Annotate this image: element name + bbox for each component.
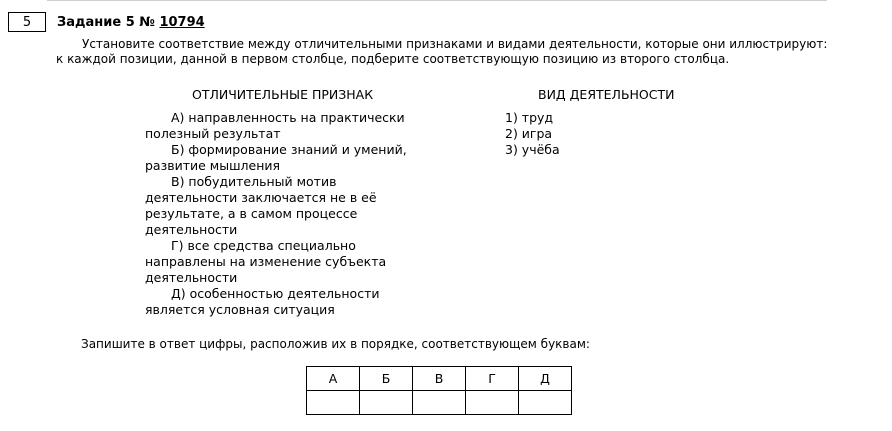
answer-values-row (307, 391, 572, 415)
answer-cell-a[interactable] (307, 391, 360, 415)
feature-item-v: В) побудительный мотив деятельности заключается не в её результате, а в самом процессе деятельности (145, 174, 377, 237)
activities-list (505, 110, 560, 158)
answer-letter-v: В (413, 367, 466, 391)
answer-cell-v[interactable] (413, 391, 466, 415)
answer-letter-d: Д (519, 367, 572, 391)
feature-item-b: Б) формирование знаний и умений, развитие мышления (145, 142, 407, 173)
answer-instruction: Запишите в ответ цифры, расположив их в порядке, соответствующем буквам: (81, 337, 590, 351)
feature-item-a: А) направленность на практически полезный результат (145, 110, 405, 141)
answer-letter-g: Г (466, 367, 519, 391)
answer-cell-b[interactable] (360, 391, 413, 415)
activities-column-header: ВИД ДЕЯТЕЛЬНОСТИ (538, 87, 675, 102)
activity-item-2: 2) игра (505, 126, 553, 141)
features-column-header: ОТЛИЧИТЕЛЬНЫЕ ПРИЗНАК (192, 87, 374, 102)
task-title (57, 15, 205, 31)
task-number-box: 5 (8, 12, 46, 32)
task-id-link[interactable]: 10794 (159, 15, 205, 30)
answer-table (306, 366, 572, 415)
answer-letter-b: Б (360, 367, 413, 391)
answer-cell-g[interactable] (466, 391, 519, 415)
answer-letter-a: А (307, 367, 360, 391)
activity-item-1: 1) труд (505, 110, 554, 125)
features-list (145, 110, 425, 318)
feature-item-d: Д) особенностью деятельности является условная ситуация (145, 286, 380, 317)
activity-item-3: 3) учёба (505, 142, 560, 157)
top-divider (47, 0, 827, 1)
answer-letters-row (307, 367, 572, 391)
answer-cell-d[interactable] (519, 391, 572, 415)
feature-item-g: Г) все средства специально направлены на изменение субъекта деятельности (145, 238, 387, 285)
task-instruction: Установите соответствие между отличительными признаками и видами деятельности, которые они иллюстрируют: к каждой позиции, данной в первом столбце, подберите соответствующую позицию из второго столбца. (56, 37, 828, 66)
task-title-prefix: Задание 5 № (57, 15, 155, 30)
